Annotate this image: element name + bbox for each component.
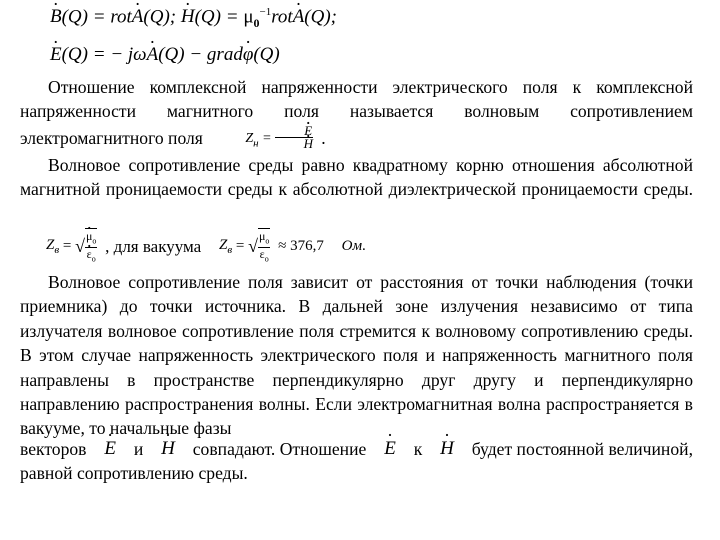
vector-a: · A (132, 6, 144, 28)
vectors-label: векторов (20, 439, 87, 459)
paragraph-tail: . (321, 127, 326, 148)
vectors-line (20, 437, 693, 461)
grad-operator: grad (206, 44, 243, 65)
eq-part: − (184, 44, 207, 65)
equation-line-1 (50, 6, 337, 31)
epsilon-sub: о (91, 254, 96, 264)
vector-h: · H (440, 437, 454, 461)
constant-text: будет постоянной величиной, (471, 439, 693, 459)
paragraph-text: Волновое сопротивление поля зависит от расстояния от точки наблюдения (точки приемника) до точки источника. В дальней зоне излучения независимо от типа излучателя волновое сопротивление поля стремится к волновому сопротивлению среды. В этом случае напряженность электрического поля и напряженность магнитного поля направлены в пространстве перпендикулярно друг другу и перпендикулярно направлению распространения волны. Если электромагнитная волна распространяется в вакууме, то начальные фазы (20, 272, 693, 439)
rot-operator: rot (271, 6, 293, 28)
eq-part: = − jω (88, 44, 147, 65)
vector-h: · H (161, 437, 175, 461)
phi-symbol: · φ (243, 44, 254, 66)
eq-sign: = (62, 238, 72, 255)
eq-sign: = (235, 238, 245, 255)
approx-value: ≈ 376,7 (278, 238, 324, 255)
rot-operator: rot (110, 6, 132, 28)
last-line-text: равной сопротивлению среды. (20, 463, 248, 483)
coincide-text: совпадают. Отношение (192, 439, 367, 459)
vector-e: · E (104, 437, 116, 461)
vector-a: · A (293, 6, 305, 28)
paragraph-far-zone (20, 270, 693, 441)
epsilon-symbol: · ε (87, 248, 92, 260)
zv-symbol: Z (46, 237, 55, 254)
last-line (20, 461, 248, 485)
vector-h: · H (181, 6, 195, 28)
zv-label-vacuum (219, 237, 232, 256)
mu-sub: о (92, 236, 97, 246)
paragraph-text: Волновое сопротивление среды равно квадратному корню отношения абсолютной магнитной проницаемости среды к абсолютной диэлектрической проницаемости среды. (20, 155, 693, 200)
paragraph-medium-impedance (20, 153, 693, 202)
fraction-denominator: · H (275, 138, 313, 150)
mu-symbol: · μ (86, 230, 92, 242)
sqrt-fraction-vacuum (258, 228, 270, 266)
mu-subscript: 0 (253, 16, 260, 31)
mu-sub: о (265, 236, 270, 246)
unit-ohm: Ом (341, 238, 363, 255)
vector-a: · A (147, 44, 159, 66)
and-word: и (133, 439, 144, 459)
paragraph-text: Отношение комплексной напряженности электрического поля к комплексной напряженности магнитного поля называется волновым сопротивлением электромагнитного поля (20, 77, 693, 148)
eq-part: (Q) (61, 44, 88, 65)
zv-sub: в (227, 244, 233, 257)
eq-part: (Q); (304, 6, 337, 28)
k-word: к (413, 439, 423, 459)
formula-fraction (275, 125, 313, 150)
eq-part: (Q) (194, 6, 221, 28)
formula-z: Z (245, 130, 254, 146)
mu-symbol: μ (258, 229, 266, 243)
formula-sub: н (253, 137, 259, 150)
equation-line-2 (50, 44, 280, 66)
mu-exponent: −1 (259, 6, 272, 18)
epsilon-symbol: ε (259, 247, 265, 262)
eq-part: = (220, 6, 244, 28)
vacuum-text: , для вакуума (105, 236, 202, 256)
eq-part: (Q); (143, 6, 181, 28)
sqrt-sign: √ (248, 236, 258, 257)
vector-e: · E (50, 44, 62, 66)
sqrt-fraction (85, 228, 97, 266)
zv-symbol: Z (218, 237, 228, 254)
eq-part: (Q) (158, 44, 185, 65)
paragraph-wave-impedance-definition (20, 75, 693, 156)
eq-part: (Q) (253, 44, 280, 65)
zv-sub: в (54, 244, 60, 257)
fraction-numerator: · E (275, 125, 313, 138)
mu-symbol: μ (243, 6, 254, 28)
eq-part: (Q) (61, 6, 88, 28)
eq-part: = (88, 6, 111, 28)
epsilon-sub: о (264, 254, 269, 264)
impedance-formulas-line (46, 228, 366, 268)
period: . (362, 238, 366, 255)
sqrt-sign: √ (75, 236, 85, 257)
impedance-formula (217, 124, 313, 156)
zv-label (46, 237, 59, 256)
vector-b: · B (50, 6, 62, 28)
vector-e: · E (384, 437, 396, 461)
formula-eq: = (262, 130, 271, 146)
